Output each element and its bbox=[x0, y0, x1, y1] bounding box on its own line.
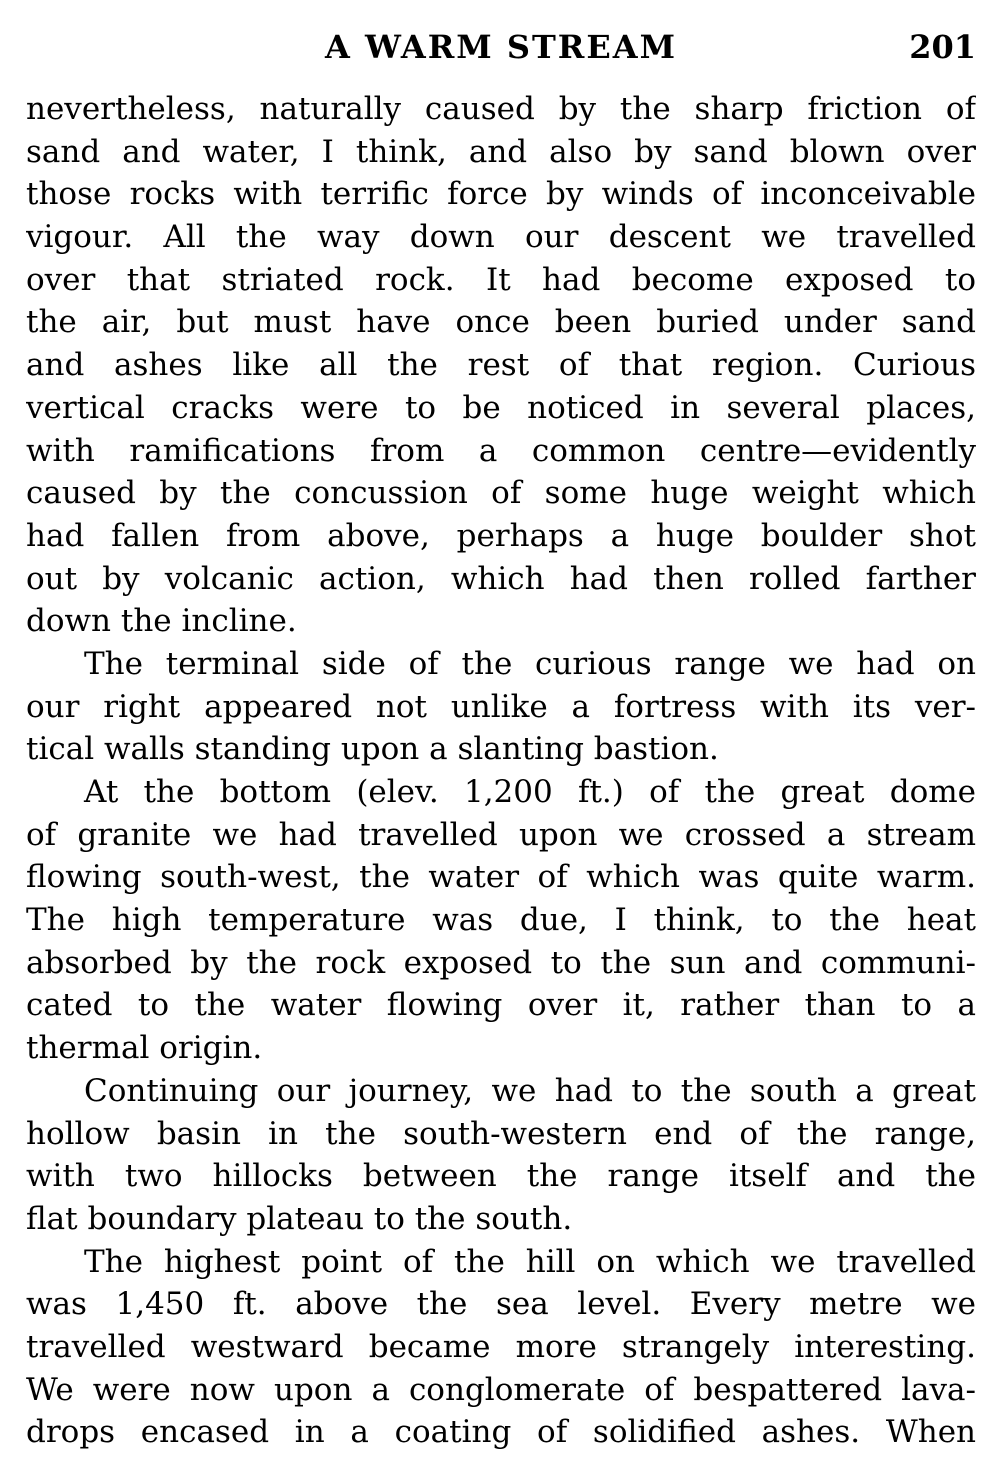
text-line: thermal origin. bbox=[26, 1030, 263, 1067]
text-line: drops encased in a coating of solidified ashes. When bbox=[26, 1414, 976, 1451]
text-line: our right appeared not unlike a fortress with its ver- bbox=[26, 688, 976, 725]
text-line: had fallen from above, perhaps a huge boulder shot bbox=[26, 517, 976, 554]
text-line: Continuing our journey, we had to the south a great bbox=[84, 1072, 976, 1109]
text-line: with ramifications from a common centre—evidently bbox=[26, 432, 976, 469]
text-line: tical walls standing upon a slanting bastion. bbox=[26, 731, 719, 768]
text-line: absorbed by the rock exposed to the sun and communi- bbox=[26, 944, 976, 981]
text-line: vigour. All the way down our descent we travelled bbox=[26, 219, 976, 256]
page-number: 201 bbox=[909, 28, 976, 66]
text-line: over that striated rock. It had become exposed to bbox=[26, 261, 976, 298]
text-line: At the bottom (elev. 1,200 ft.) of the great dome bbox=[84, 774, 976, 810]
text-line: and ashes like all the rest of that region. Curious bbox=[26, 347, 976, 384]
running-header bbox=[26, 22, 976, 72]
text-line: The highest point of the hill on which we travelled bbox=[84, 1243, 976, 1280]
text-line: caused by the concussion of some huge weight which bbox=[26, 475, 976, 512]
text-line: We were now upon a conglomerate of bespattered lava- bbox=[26, 1371, 976, 1408]
text-line: sand and water, I think, and also by sand blown over bbox=[26, 133, 976, 170]
text-line: those rocks with terrific force by winds of inconceivable bbox=[26, 176, 976, 213]
text-line: down the incline. bbox=[26, 603, 297, 640]
text-line: of granite we had travelled upon we crossed a stream bbox=[26, 816, 976, 853]
text-line: hollow basin in the south-western end of the range, bbox=[26, 1115, 976, 1152]
text-line: flowing south-west, the water of which was quite warm. bbox=[26, 859, 976, 896]
text-line: flat boundary plateau to the south. bbox=[26, 1200, 573, 1237]
text-line: cated to the water flowing over it, rather than to a bbox=[26, 987, 976, 1024]
text-line: travelled westward became more strangely interesting. bbox=[26, 1328, 976, 1365]
text-line: with two hillocks between the range itself and the bbox=[26, 1158, 976, 1195]
text-line: out by volcanic action, which had then rolled farther bbox=[26, 560, 976, 597]
text-line: The terminal side of the curious range we had on bbox=[84, 645, 976, 682]
text-line: vertical cracks were to be noticed in several places, bbox=[26, 389, 976, 426]
body-text bbox=[26, 88, 976, 1454]
running-title: A WARM STREAM bbox=[325, 28, 677, 66]
text-line: the air, but must have once been buried under sand bbox=[26, 304, 976, 341]
text-line: nevertheless, naturally caused by the sharp friction of bbox=[26, 91, 976, 127]
text-line: The high temperature was due, I think, to the heat bbox=[26, 902, 976, 939]
text-line: was 1,450 ft. above the sea level. Every metre we bbox=[26, 1286, 976, 1323]
